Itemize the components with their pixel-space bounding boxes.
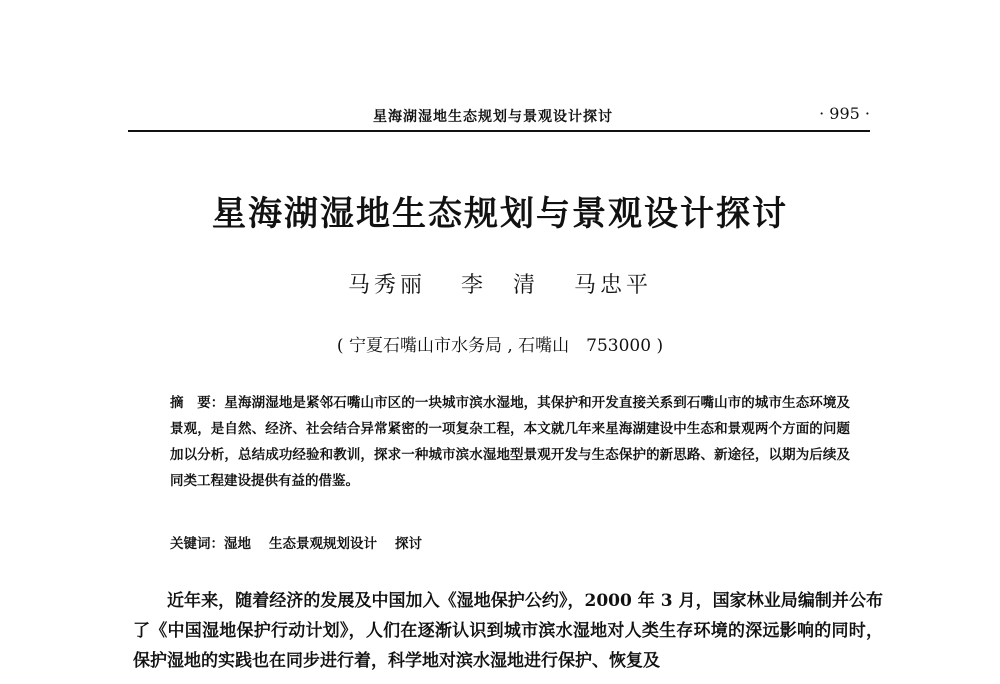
author-affiliation: ( 宁夏石嘴山市水务局 , 石嘴山 753000 ) (336, 336, 664, 356)
keywords-label: 关键词： (170, 536, 224, 552)
keyword: 探讨 (395, 536, 422, 552)
abstract-text: 星海湖湿地是紧邻石嘴山市区的一块城市滨水湿地，其保护和开发直接关系到石嘴山市的城市生态环境及景观，是自然、经济、社会结合异常紧密的一项复杂工程，本文就几年来星海湖建设中生态和景观两个方面的问题加以分析，总结成功经验和教训，探求一种城市滨水湿地型景观开发与生态保护的新思路、新途径，以期为后续及同类工程建设提供有益的借鉴。 (170, 395, 851, 489)
keywords (170, 532, 850, 552)
keyword: 生态景观规划设计 (269, 536, 377, 552)
running-title: 星海湖湿地生态规划与景观设计探讨 (373, 109, 613, 125)
running-header (128, 100, 870, 132)
author-name: 马忠平 (574, 273, 653, 298)
body-paragraph: 近年来，随着经济的发展及中国加入《湿地保护公约》，2000 年 3 月，国家林业局编制并公布了《中国湿地保护行动计划》，人们在逐渐认识到城市滨水湿地对人类生存环境的深远影响的同时，保护湿地的实践也在同步进行着，科学地对滨水湿地进行保护、恢复及 (133, 591, 883, 671)
page-number: · 995 · (819, 104, 870, 123)
author-name: 李 清 (460, 273, 539, 298)
author-name: 马秀丽 (347, 273, 426, 298)
keyword: 湿地 (224, 536, 251, 552)
author-list (0, 268, 1000, 299)
abstract-label: 摘 要： (170, 395, 225, 411)
article-title: 星海湖湿地生态规划与景观设计探讨 (212, 194, 788, 234)
abstract (170, 390, 850, 494)
